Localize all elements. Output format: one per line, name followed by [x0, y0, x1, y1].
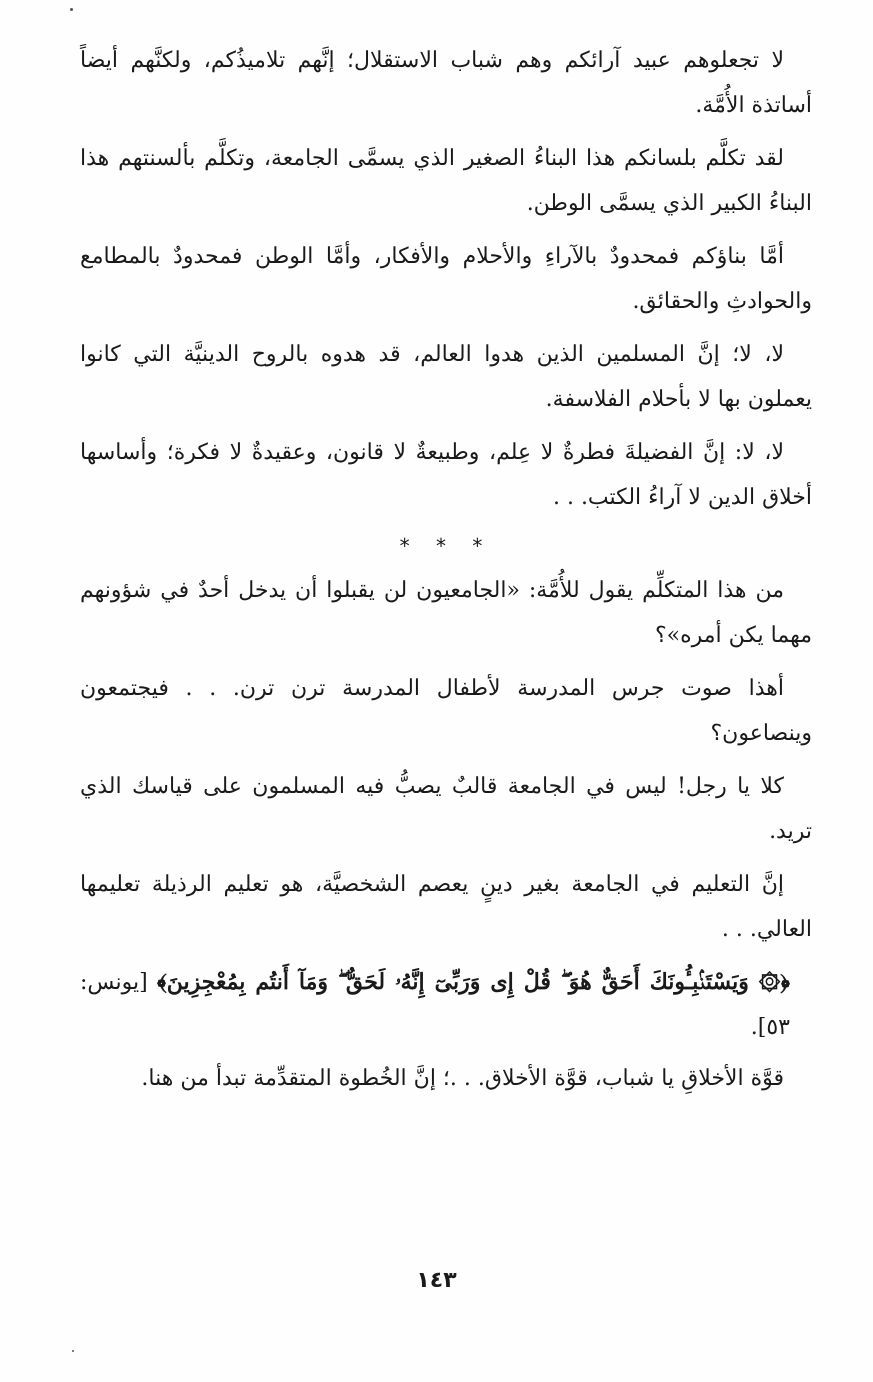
paragraph-1: لا تجعلوهم عبيد آرائكم وهم شباب الاستقلال؛ إنَّهم تلاميذُكم، ولكنَّهم أيضاً أساتذة الأُمَّة.	[80, 48, 812, 118]
paragraph-3: أمَّا بناؤكم فمحدودٌ بالآراءِ والأحلام والأفكار، وأمَّا الوطن فمحدودٌ بالمطامع والحوادثِ والحقائق.	[80, 244, 812, 314]
page-number: ١٤٣	[416, 1268, 457, 1293]
section-separator: * * *	[399, 534, 493, 558]
paragraph-4: لا، لا؛ إنَّ المسلمين الذين هدوا العالم، قد هدوه بالروح الدينيَّة التي كانوا يعملون بها لا بأحلام الفلاسفة.	[80, 342, 812, 412]
paragraph-2: لقد تكلَّم بلسانكم هذا البناءُ الصغير الذي يسمَّى الجامعة، وتكلَّم بألسنتهم هذا البناءُ الكبير الذي يسمَّى الوطن.	[80, 146, 812, 216]
closing-paragraph: قوَّة الأخلاقِ يا شباب، قوَّة الأخلاق. . .؛ إنَّ الخُطوة المتقدِّمة تبدأ من هنا.	[141, 1066, 784, 1091]
paragraph-5: لا، لا: إنَّ الفضيلةَ فطرةٌ لا عِلم، وطبيعةٌ لا قانون، وعقيدةٌ لا فكرة؛ وأساسها أخلاق الدين لا آراءُ الكتب. . .	[80, 440, 812, 510]
paragraph-6: من هذا المتكلِّم يقول للأُمَّة: «الجامعيون لن يقبلوا أن يدخل أحدٌ في شؤونهم مهما يكن أمره»؟	[80, 578, 812, 648]
body-text	[80, 38, 812, 1109]
scan-speck	[72, 1350, 74, 1352]
paragraph-7: أهذا صوت جرس المدرسة لأطفال المدرسة ترن ترن. . . فيجتمعون وينصاعون؟	[80, 676, 812, 746]
verse-reference: [يونس: ٥٣].	[80, 970, 790, 1040]
paragraph-9: إنَّ التعليم في الجامعة بغير دينٍ يعصم الشخصيَّة، هو تعليم الرذيلة تعليمها العالي. . .	[80, 872, 812, 942]
quran-verse	[80, 960, 812, 1050]
scan-speck	[70, 8, 73, 11]
verse-text: ﴿۞ وَيَسْتَنۢبِـُٔونَكَ أَحَقٌّ هُوَ ۖ قُلْ إِى وَرَبِّىٓ إِنَّهُۥ لَحَقٌّ ۖ وَمَآ أَنتُم بِمُعْجِزِينَ﴾	[157, 969, 790, 995]
paragraph-8: كلا يا رجل! ليس في الجامعة قالبٌ يصبُّ فيه المسلمون على قياسك الذي تريد.	[80, 774, 812, 844]
